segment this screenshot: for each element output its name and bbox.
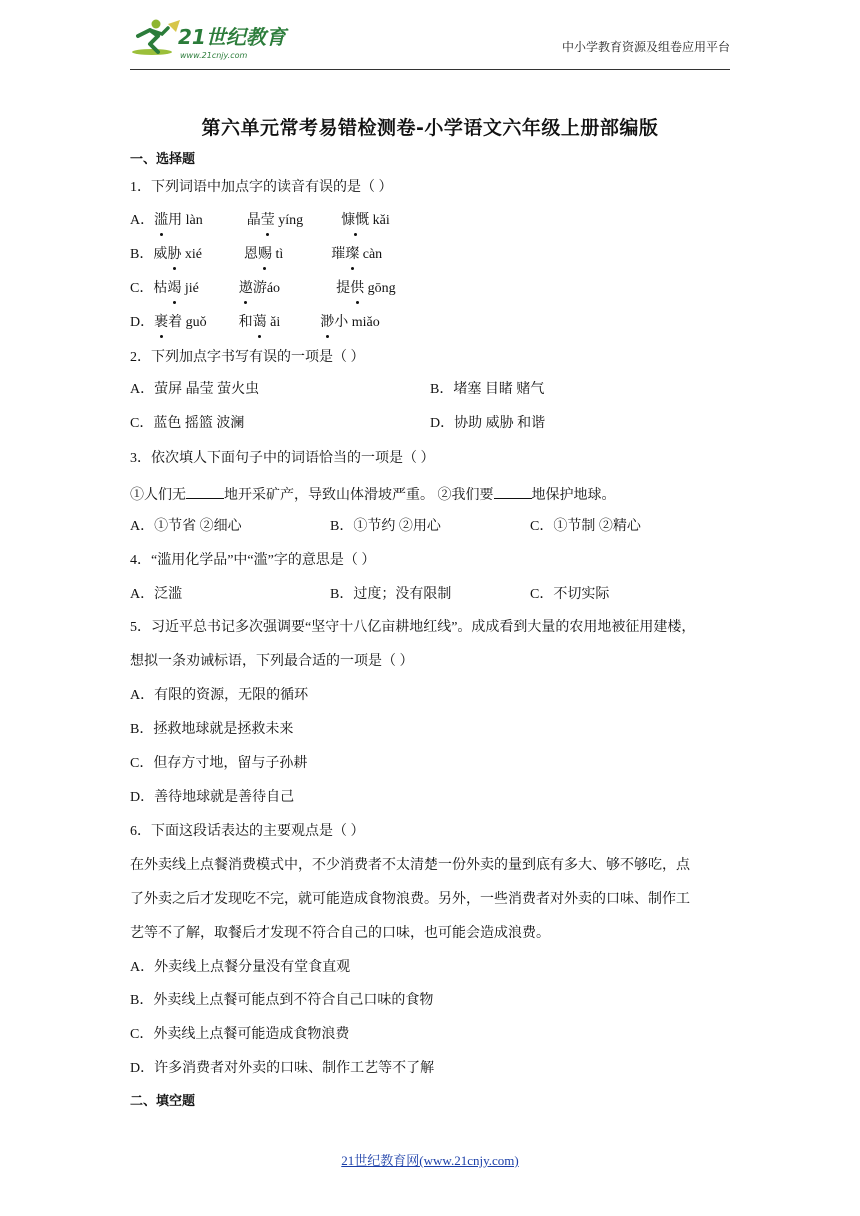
q5-option-d: D．善待地球就是善待自己 [130,790,295,805]
q6-option-c: C．外卖线上点餐可能造成食物浪费 [130,1027,350,1042]
logo-url: www.21cnjy.com [180,51,248,60]
q1-option-a: A．滥用 làn 晶莹 yíng 慷慨 kǎi [130,211,390,231]
page-title: 第六单元常考易错检测卷-小学语文六年级上册部编版 [201,117,659,139]
q1-option-b: B．威胁 xié 恩赐 tì 璀璨 càn [130,245,382,265]
logo-text: 21世纪教育 [178,25,286,49]
question-6-passage-line1: 在外卖线上点餐消费模式中，不少消费者不太清楚一份外卖的量到底有多大、够不够吃，点 [130,858,690,873]
q3-option-a: A．①节省 ②细心 [130,519,242,534]
q2-option-b: B．堵塞 目睹 赌气 [430,382,545,397]
q1-option-c: C．枯竭 jié 遨游áo 提供 gōng [130,279,396,299]
question-2-stem: 2．下列加点字书写有误的一项是（ ） [130,350,365,365]
question-5-stem-line2: 想拟一条劝诫标语，下列最合适的一项是（ ） [130,654,414,669]
question-6-stem: 6．下面这段话表达的主要观点是（ ） [130,824,365,839]
footer [0,1150,860,1169]
q1-option-d: D．裹着 guǒ 和蔼 ǎi 渺小 miǎo [130,313,380,333]
q6-option-a: A．外卖线上点餐分量没有堂食直观 [130,960,351,975]
q3-option-c: C．①节制 ②精心 [530,519,641,534]
q2-option-c: C．蓝色 摇篮 波澜 [130,416,245,431]
q5-option-b: B．拯救地球就是拯救未来 [130,722,294,737]
blank-2 [494,484,532,499]
page-header [128,12,730,70]
section-heading-choice: 一、选择题 [130,152,196,167]
q3-option-b: B．①节约 ②用心 [330,519,441,534]
question-6-passage-line2: 了外卖之后才发现吃不完，就可能造成食物浪费。另外，一些消费者对外卖的口味、制作工 [130,892,690,907]
question-1-stem: 1．下列词语中加点字的读音有误的是（ ） [130,180,393,195]
blank-1 [186,484,224,499]
q4-option-a: A．泛滥 [130,587,183,602]
question-6-passage-line3: 艺等不了解，取餐后才发现不符合自己的口味，也可能会造成浪费。 [130,926,550,941]
q5-option-c: C．但存方寸地，留与子孙耕 [130,756,308,771]
q5-option-a: A．有限的资源，无限的循环 [130,688,309,703]
q6-option-d: D．许多消费者对外卖的口味、制作工艺等不了解 [130,1061,435,1076]
header-divider [130,69,730,70]
q2-option-a: A．萤屏 晶莹 萤火虫 [130,382,260,397]
question-5-stem-line1: 5．习近平总书记多次强调要“坚守十八亿亩耕地红线”。成成看到大量的农用地被征用建楼， [130,620,696,635]
platform-name: 中小学教育资源及组卷应用平台 [561,40,730,54]
question-3-sentence: ①人们无 地开采矿产，导致山体滑坡严重。 ②我们要 地保护地球。 [130,484,616,506]
q6-option-b: B．外卖线上点餐可能点到不符合自己口味的食物 [130,993,434,1008]
question-3-stem: 3．依次填人下面句子中的词语恰当的一项是（ ） [130,451,435,466]
q2-option-d: D．协助 威胁 和谐 [430,416,546,431]
section-heading-fill: 二、填空题 [130,1094,196,1109]
logo [128,14,298,64]
q4-option-c: C．不切实际 [530,587,610,602]
footer-link[interactable]: 21世纪教育网(www.21cnjy.com) [341,1153,519,1168]
question-4-stem: 4．“滥用化学品”中“滥”字的意思是（ ） [130,553,376,568]
q4-option-b: B．过度；没有限制 [330,587,452,602]
